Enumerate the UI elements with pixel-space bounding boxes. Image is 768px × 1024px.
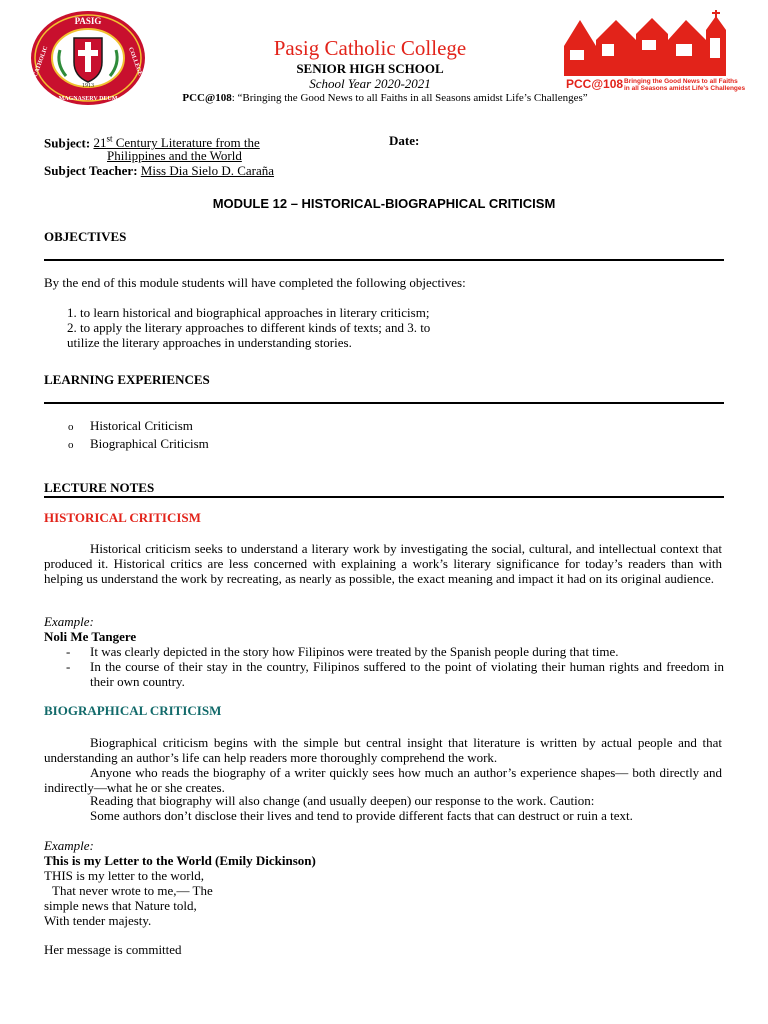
bullet-icon: o [68,421,74,433]
biographical-paragraph-1: Biographical criticism begins with the simple but central insight that literature is written by actual people and that understanding an author’s life can help readers more thoroughly comprehend the work. [44,735,722,765]
poem-line: With tender majesty. [44,913,152,928]
seal-text-bottom: MAGNASERV DEUM [58,96,118,102]
subject-ordinal: st [106,134,113,144]
date-label: Date: [389,133,420,148]
seal-text-top: PASIG [74,16,102,26]
subject-label: Subject: [44,135,91,151]
closing-line: Her message is committed [44,942,182,957]
learning-item-historical: Historical Criticism [90,418,193,433]
motto-label: PCC@108 [182,92,232,104]
historical-heading: HISTORICAL CRITICISM [44,510,201,525]
learning-divider [44,402,724,404]
bullet-icon: o [68,439,74,451]
subject-line-1: Century Literature from the [112,135,260,151]
objective-2: 2. to apply the literary approaches to different kinds of texts; and 3. to [67,320,431,335]
school-year: School Year 2020-2021 [309,76,431,91]
list-item [66,659,724,689]
motto-text: : “Bringing the Good News to all Faiths in all Seasons amidst Life’s Challenges” [231,92,588,104]
banner-tagline-2: in all Seasons amidst Life's Challenges [624,85,746,92]
module-title: MODULE 12 – HISTORICAL-BIOGRAPHICAL CRITICISM [212,196,556,211]
teacher-name: Miss Dia Sielo D. Caraña [140,163,275,178]
poem [44,868,213,928]
seal-year: 1913 [82,83,94,89]
historical-example-label: Example: [44,614,94,629]
objective-3: utilize the literary approaches in understanding stories. [67,335,352,350]
biographical-paragraph-2: Anyone who reads the biography of a writer quickly sees how much an author’s experience shapes— both directly and indirectly—what he or she creates. [44,765,722,795]
seal-text-right: COLLEGE [127,46,143,77]
poem-line: simple news that Nature told, [44,898,197,913]
lecture-divider [44,496,724,498]
biographical-example-label: Example: [44,838,94,853]
poem-line: That never wrote to me,— The [52,883,213,898]
list-item [68,436,209,453]
poem-line: THIS is my letter to the world, [44,868,204,883]
learning-item-biographical: Biographical Criticism [90,436,209,451]
example-point-2: In the course of their stay in the country, Filipinos suffered to the point of violating their human rights and freedom in their own country. [90,659,724,689]
objective-1: 1. to learn historical and biographical approaches in literary criticism; [67,305,430,320]
dash-icon: - [66,644,71,659]
motto [110,92,660,104]
list-item [66,644,724,659]
learning-heading: LEARNING EXPERIENCES [44,372,210,387]
seal-text-left: CATHOLIC [32,45,50,78]
list-item [68,418,209,435]
learning-list [68,418,209,453]
historical-example-list [66,644,724,689]
biographical-paragraph-4: Some authors don’t disclose their lives and tend to provide different facts that can destruct or ruin a text. [90,808,633,823]
teacher-row [44,163,274,178]
objectives-heading: OBJECTIVES [44,229,127,244]
subject-line-2: Philippines and the World [107,148,242,163]
school-name: Pasig Catholic College [273,36,467,60]
objectives-divider [44,259,724,261]
biographical-paragraph-3: Reading that biography will also change (and usually deepen) our response to the work. Caution: [90,793,595,808]
teacher-label: Subject Teacher: [44,163,138,178]
lecture-heading: LECTURE NOTES [44,480,155,495]
department: SENIOR HIGH SCHOOL [296,61,444,76]
subject-number: 21 [93,135,107,151]
historical-example-title: Noli Me Tangere [44,629,137,644]
pcc108-banner-logo [562,10,746,92]
historical-paragraph: Historical criticism seeks to understand a literary work by investigating the social, cultural, and intellectual context that produced it. Historical critics are less concerned with explaining a work’s literary significance for today’s readers than with helping us understand the work by recreating, as nearly as possible, the exact meaning and impact it had on its original audience. [44,541,722,586]
dash-icon: - [66,659,71,674]
biographical-heading: BIOGRAPHICAL CRITICISM [44,703,222,718]
biographical-example-title: This is my Letter to the World (Emily Dickinson) [44,853,316,868]
banner-tagline-1: Bringing the Good News to all Faiths [624,78,738,85]
objectives-intro: By the end of this module students will have completed the following objectives: [44,275,466,290]
example-point-1: It was clearly depicted in the story how Filipinos were treated by the Spanish people during that time. [90,644,619,659]
banner-logo-text: PCC@108 [566,77,624,91]
